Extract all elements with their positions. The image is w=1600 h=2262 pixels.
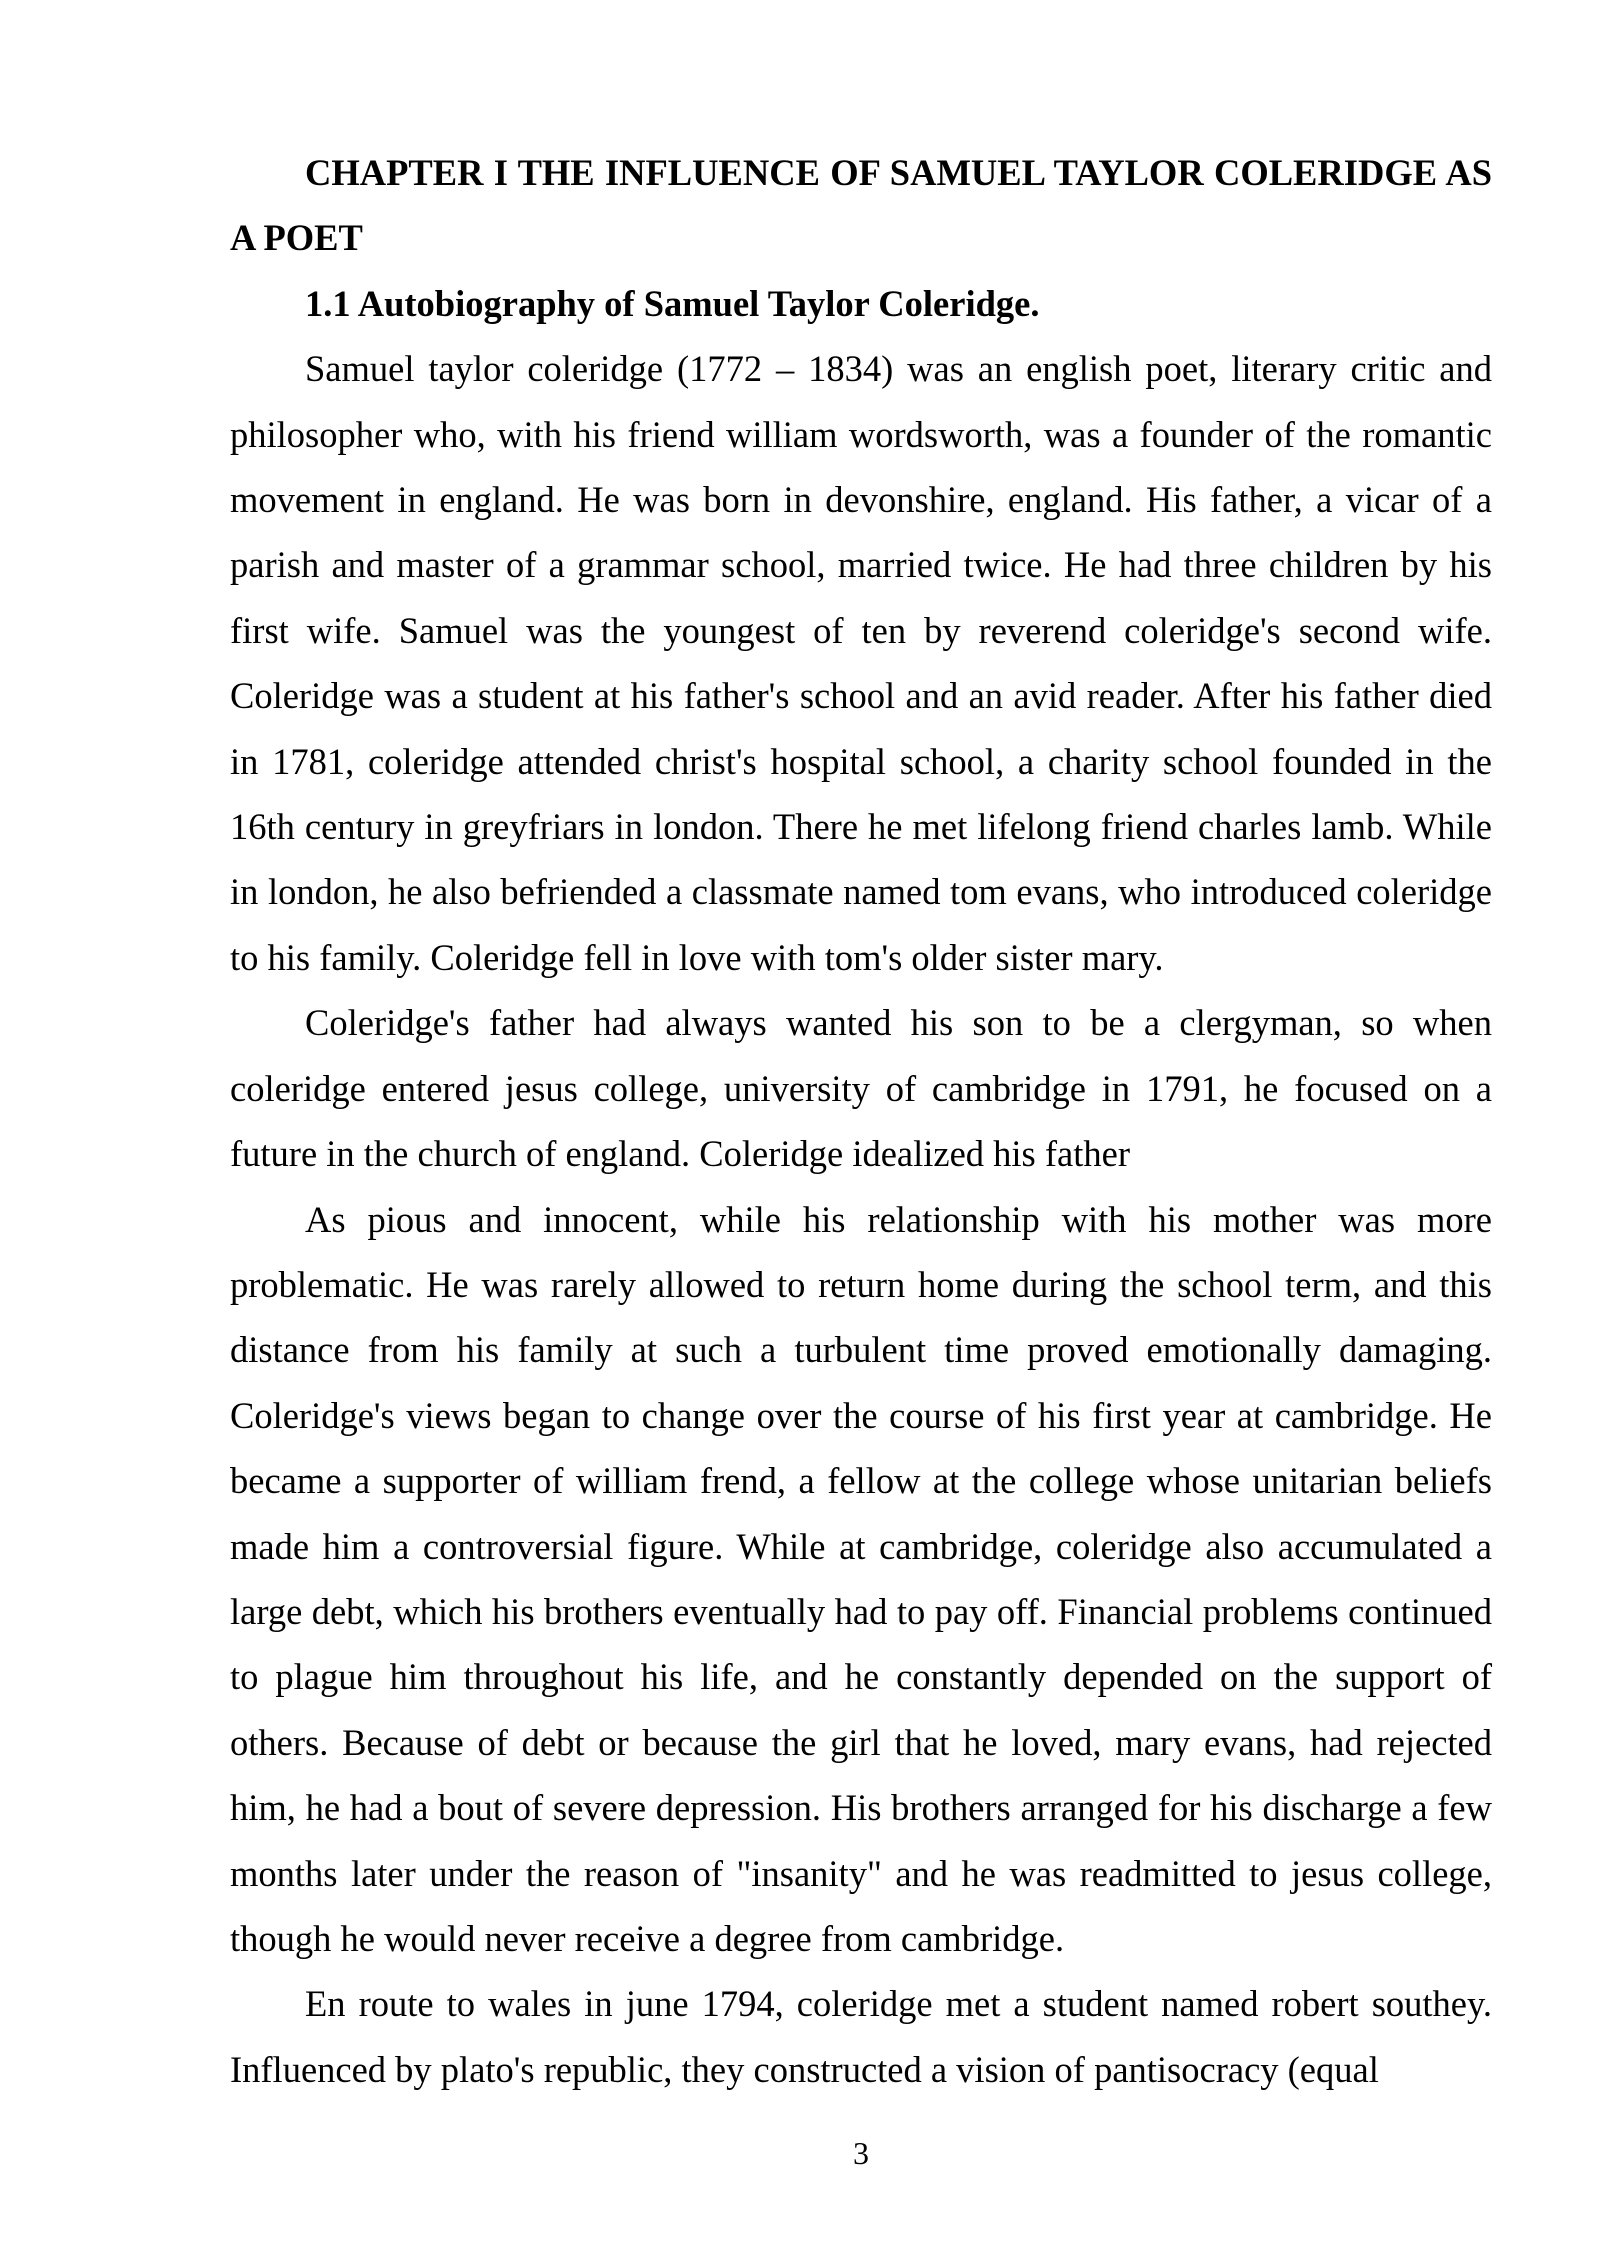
- body-paragraph: En route to wales in june 1794, coleridge met a student named robert southey. Influenced by plato's republic, they constructed a vision of pantisocracy (equal: [230, 1983, 1492, 2090]
- chapter-heading: CHAPTER I THE INFLUENCE OF SAMUEL TAYLOR COLERIDGE AS A POET: [230, 152, 1492, 259]
- body-paragraph: Coleridge's father had always wanted his son to be a clergyman, so when coleridge entered jesus college, university of cambridge in 1791, he focused on a future in the church of england. Coleridge idealized his father: [230, 1002, 1492, 1175]
- section-heading: 1.1 Autobiography of Samuel Taylor Coleridge.: [305, 282, 1040, 324]
- body-paragraph: Samuel taylor coleridge (1772 – 1834) was an english poet, literary critic and philosopher who, with his friend william wordsworth, was a founder of the romantic movement in england. He was born in devonshire, england. His father, a vicar of a parish and master of a grammar school, married twice. He had three children by his first wife. Samuel was the youngest of ten by reverend coleridge's second wife. Coleridge was a student at his father's school and an avid reader. After his father died in 1781, coleridge attended christ's hospital school, a charity school founded in the 16th century in greyfriars in london. There he met lifelong friend charles lamb. While in london, he also befriended a classmate named tom evans, who introduced coleridge to his family. Coleridge fell in love with tom's older sister mary.: [230, 348, 1492, 978]
- document-page: [230, 140, 1492, 2102]
- page-number: 3: [853, 2135, 869, 2171]
- body-paragraph: As pious and innocent, while his relationship with his mother was more problematic. He was rarely allowed to return home during the school term, and this distance from his family at such a turbulent time proved emotionally damaging. Coleridge's views began to change over the course of his first year at cambridge. He became a supporter of william frend, a fellow at the college whose unitarian beliefs made him a controversial figure. While at cambridge, coleridge also accumulated a large debt, which his brothers eventually had to pay off. Financial problems continued to plague him throughout his life, and he constantly depended on the support of others. Because of debt or because the girl that he loved, mary evans, had rejected him, he had a bout of severe depression. His brothers arranged for his discharge a few months later under the reason of "insanity" and he was readmitted to jesus college, though he would never receive a degree from cambridge.: [230, 1198, 1492, 1959]
